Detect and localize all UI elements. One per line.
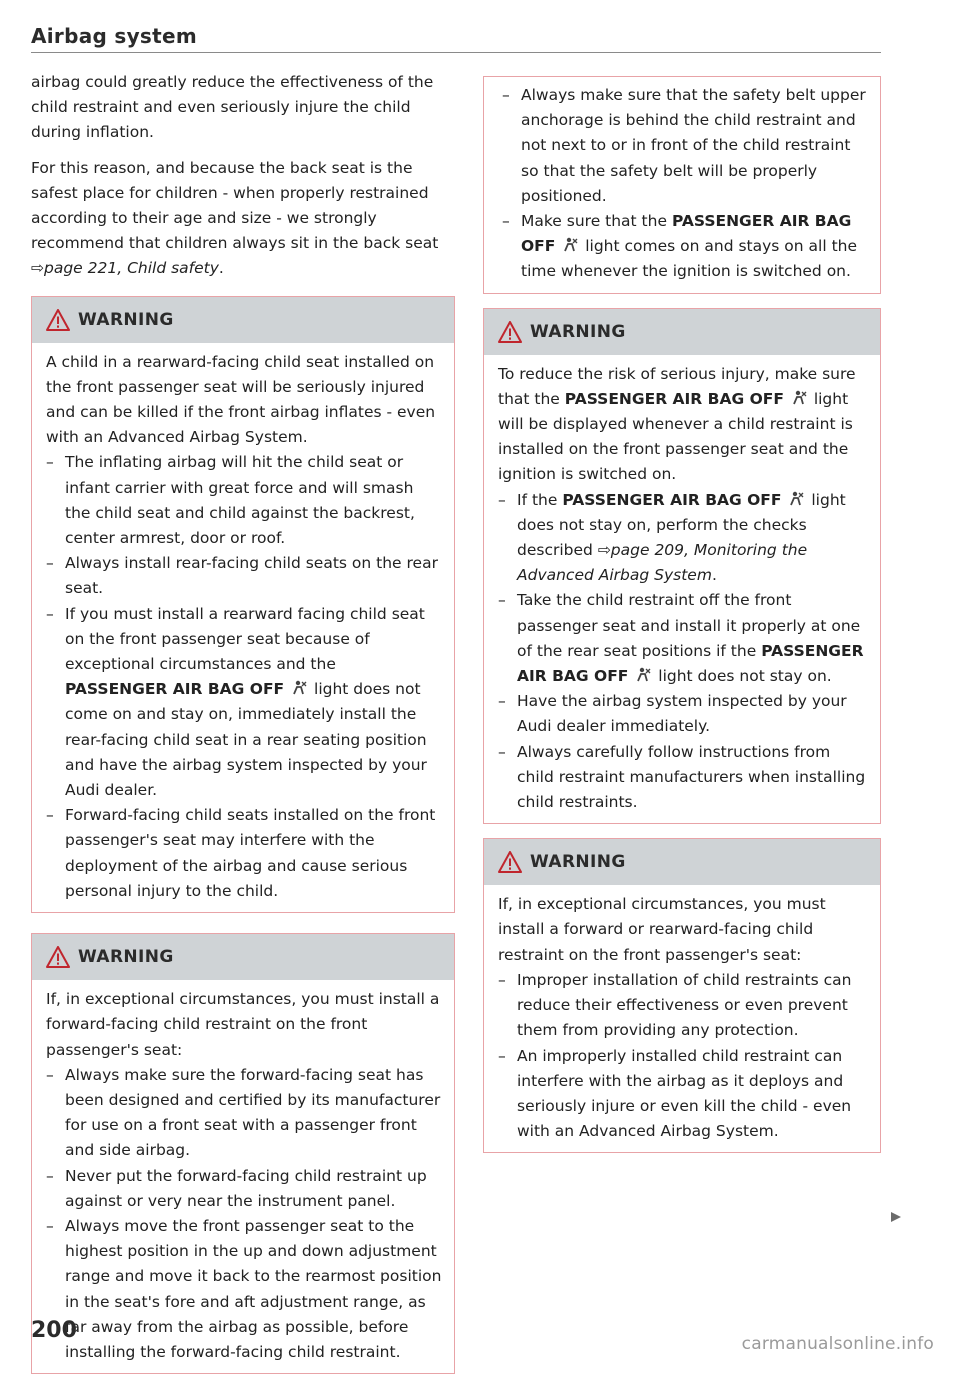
list-item: – Improper installation of child restraints can reduce their effectiveness or even prevent them from providing any protection. <box>498 968 868 1044</box>
list-item-text: light does not stay on, perform the checks described <box>517 490 846 560</box>
warning-header <box>32 934 454 980</box>
warning-body <box>484 355 880 824</box>
warning-box-exceptional <box>483 838 881 1153</box>
intro-paragraph-2 <box>31 156 455 282</box>
airbag-off-icon <box>635 667 651 683</box>
passenger-airbag-off-label: PASSENGER AIR BAG OFF <box>65 680 285 699</box>
list-item: – Always make sure the forward-facing seat has been designed and certified by its manufacturer for use on a front seat with a passenger front and side airbag. <box>46 1063 442 1164</box>
header-divider <box>31 52 881 53</box>
monitoring-airbag-link[interactable]: ⇨page 209, Monitoring the Advanced Airbag System <box>517 541 808 585</box>
list-item-text: light does not stay on. <box>658 667 832 686</box>
warning-list <box>498 968 868 1144</box>
warning-list <box>498 488 868 816</box>
list-item: – Always make sure that the safety belt upper anchorage is behind the child restraint and not next to or in front of the child restraint so that the safety belt will be properly positioned. <box>502 83 868 209</box>
passenger-airbag-off-label: PASSENGER AIR BAG OFF <box>564 389 784 408</box>
warning-label: WARNING <box>530 321 626 342</box>
intro-paragraph-1: airbag could greatly reduce the effectiveness of the child restraint and even seriously injure the child during inflation. <box>31 73 434 142</box>
list-item: – The inflating airbag will hit the child seat or infant carrier with great force and will smash the child seat and child against the backrest, center armrest, door or roof. <box>46 450 442 551</box>
intro-paragraph-2-text: For this reason, and because the back seat is the safest place for children - when properly restrained according to their age and size - we strongly recommend that children always sit in the back seat <box>31 158 439 253</box>
child-safety-link[interactable]: ⇨page 221, Child safety <box>31 259 219 278</box>
list-item-end: . <box>711 566 717 585</box>
warning-list <box>502 83 868 285</box>
list-item <box>498 488 868 589</box>
list-item-text: light comes on and stays on all the time whenever the ignition is switched on. <box>521 237 858 281</box>
warning-box-forward-facing <box>31 933 455 1374</box>
list-item <box>502 209 868 285</box>
list-item: – Always install rear-facing child seats on the rear seat. <box>46 551 442 601</box>
list-item-text: light does not come on and stay on, immediately install the rear-facing child seat in a rear seating position and have the airbag system inspected by your Audi dealer. <box>65 680 427 800</box>
list-item <box>46 602 442 804</box>
warning-intro-text: To reduce the risk of serious injury, make sure that the <box>498 364 856 408</box>
passenger-airbag-off-label: PASSENGER AIR BAG OFF <box>521 212 852 256</box>
list-item: – Forward-facing child seats installed on the front passenger's seat may interfere with the deployment of the airbag and cause serious personal injury to the child. <box>46 803 442 904</box>
warning-triangle-icon <box>46 946 70 968</box>
warning-list <box>46 450 442 904</box>
section-title: Airbag system <box>31 24 197 48</box>
airbag-off-icon <box>291 680 307 696</box>
warning-triangle-icon <box>498 851 522 873</box>
warning-body <box>32 343 454 912</box>
airbag-off-icon <box>562 237 578 253</box>
warning-intro: If, in exceptional circumstances, you must install a forward-facing child restraint on the front passenger's seat: <box>46 990 440 1059</box>
warning-label: WARNING <box>78 947 174 968</box>
right-column <box>483 76 881 1153</box>
left-column <box>31 70 455 1374</box>
warning-triangle-icon <box>46 309 70 331</box>
warning-header <box>484 839 880 885</box>
warning-body <box>484 77 880 293</box>
warning-intro: A child in a rearward-facing child seat installed on the front passenger seat will be seriously injured and can be killed if the front airbag inflates - even with an Advanced Airbag System. <box>46 352 436 447</box>
list-item: – Always carefully follow instructions from child restraint manufacturers when installing child restraints. <box>498 740 868 816</box>
list-item <box>498 588 868 689</box>
airbag-off-icon <box>788 491 804 507</box>
list-item: – Never put the forward-facing child restraint up against or very near the instrument panel. <box>46 1164 442 1214</box>
warning-intro-text: light will be displayed whenever a child restraint is installed on the front passenger seat and the ignition is switched on. <box>498 389 853 484</box>
intro-paragraph-2-end: . <box>218 259 224 278</box>
warning-box-airbag-off-light <box>483 308 881 825</box>
page-number: 200 <box>31 1318 77 1343</box>
list-item-text: If you must install a rearward facing child seat on the front passenger seat because of exceptional circumstances and the <box>65 604 425 674</box>
list-item-text: Make sure that the <box>521 212 667 231</box>
warning-body <box>484 885 880 1152</box>
list-item-text: Take the child restraint off the front passenger seat and install it properly at one of the rear seat positions if the <box>517 591 861 660</box>
warning-triangle-icon <box>498 321 522 343</box>
passenger-airbag-off-label: PASSENGER AIR BAG OFF <box>517 641 864 686</box>
warning-box-continued <box>483 76 881 294</box>
warning-box-rear-facing <box>31 296 455 913</box>
warning-list <box>46 1063 442 1365</box>
warning-intro <box>498 362 868 488</box>
warning-header <box>32 297 454 343</box>
warning-label: WARNING <box>530 852 626 873</box>
list-item: – An improperly installed child restraint can interfere with the airbag as it deploys and seriously injure or even kill the child - even with an Advanced Airbag System. <box>498 1044 868 1145</box>
warning-body <box>32 980 454 1373</box>
list-item-text: If the <box>517 490 558 509</box>
warning-header <box>484 309 880 355</box>
list-item: – Always move the front passenger seat to the highest position in the up and down adjustment range and move it back to the rearmost position in the seat's fore and aft adjustment range, as far away from the airbag as possible, before installing the forward-facing child restraint. <box>46 1214 442 1365</box>
continue-arrow-icon <box>890 1208 902 1227</box>
warning-intro: If, in exceptional circumstances, you must install a forward or rearward-facing child restraint on the front passenger's seat: <box>498 895 826 964</box>
passenger-airbag-off-label: PASSENGER AIR BAG OFF <box>562 490 782 509</box>
watermark: carmanualsonline.info <box>741 1334 934 1354</box>
warning-label: WARNING <box>78 309 174 330</box>
airbag-off-icon <box>791 390 807 406</box>
list-item: – Have the airbag system inspected by your Audi dealer immediately. <box>498 689 868 739</box>
